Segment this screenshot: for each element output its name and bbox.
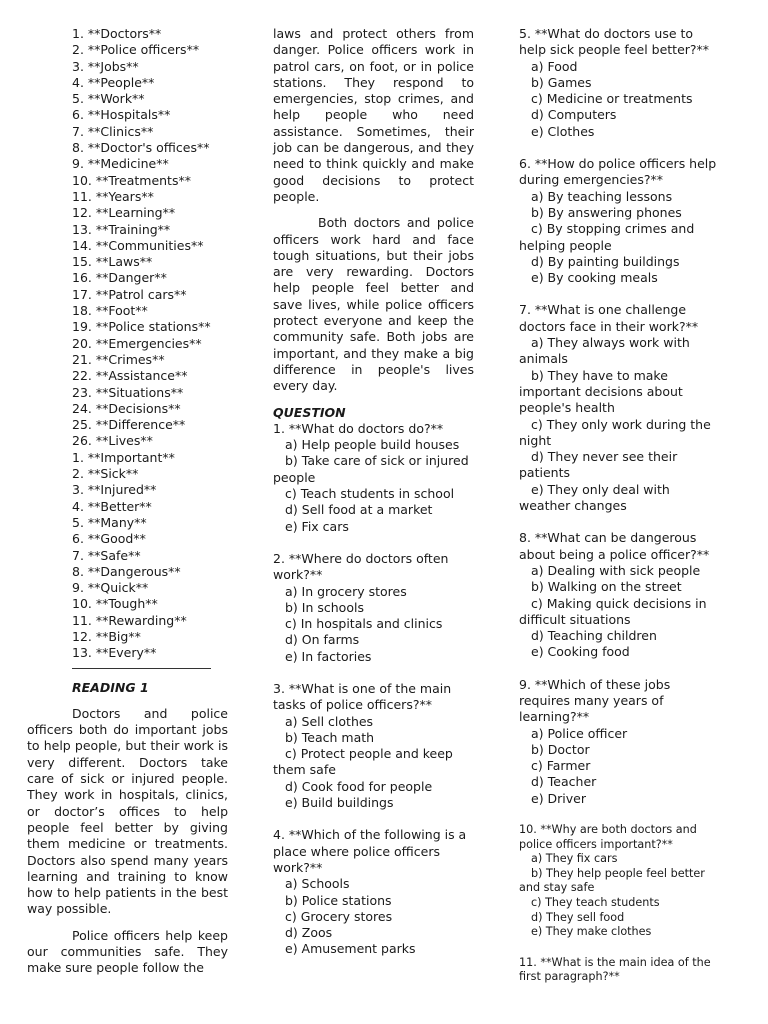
- question-block: [519, 26, 719, 140]
- word-list-item: 2. **Sick**: [72, 466, 139, 482]
- answer-option: c) Teach students in school: [285, 486, 455, 502]
- reading-paragraph-2-continued: laws and protect others from danger. Police officers work in patrol cars, on foot, or in police stations. They respond to emergencies, stop crimes, and help people who need assistance. Sometimes, their job can be dangerous, and they need to think quickly and make good decisions to protect people.: [273, 26, 474, 204]
- question-block: [273, 827, 474, 957]
- reading-title: READING 1: [72, 679, 149, 695]
- word-list-adjectives: [27, 450, 228, 662]
- reading-paragraph-3: Both doctors and police officers work hard and face tough situations, but their jobs are very rewarding. Doctors help people feel better and save lives, while police officers protect everyone and keep the community safe. Both jobs are important, and they make a big difference in people's lives every day.: [273, 215, 474, 394]
- word-list-item: 3. **Injured**: [72, 482, 157, 498]
- word-list-item: 2. **Police officers**: [72, 42, 200, 58]
- column-right: [519, 26, 719, 1001]
- answer-option: b) Police stations: [285, 892, 392, 908]
- word-list-item: 10. **Treatments**: [72, 172, 191, 188]
- answer-option: a) In grocery stores: [285, 583, 407, 599]
- word-list-item: 19. **Police stations**: [72, 319, 211, 335]
- column-middle: [273, 26, 474, 974]
- question-block: [519, 156, 719, 286]
- reading-paragraph-2-start: Police officers help keep our communities safe. They make sure people follow the: [27, 927, 228, 976]
- answer-option: a) Dealing with sick people: [531, 562, 701, 578]
- answer-option: a) Help people build houses: [285, 437, 460, 453]
- question-text: 7. **What is one challenge doctors face in their work?**: [519, 302, 699, 334]
- word-list-item: 10. **Tough**: [72, 596, 158, 612]
- question-text: 2. **Where do doctors often work?**: [273, 550, 449, 583]
- answer-option: d) By painting buildings: [531, 253, 680, 269]
- word-list-item: 5. **Work**: [72, 91, 145, 107]
- question-block: [519, 677, 719, 807]
- answer-option: e) Build buildings: [285, 795, 394, 811]
- answer-option: e) Cooking food: [531, 644, 630, 660]
- question-text: 8. **What can be dangerous about being a police officer?**: [519, 530, 710, 562]
- word-list-nouns: [27, 26, 228, 450]
- word-list-item: 9. **Medicine**: [72, 156, 169, 172]
- answer-option: d) Teaching children: [531, 628, 657, 644]
- answer-option: b) By answering phones: [531, 204, 682, 220]
- question-text: 9. **Which of these jobs requires many years of learning?**: [519, 676, 671, 725]
- answer-option: e) In factories: [285, 648, 372, 664]
- word-list-item: 9. **Quick**: [72, 580, 149, 596]
- answer-option: e) They make clothes: [531, 925, 652, 939]
- word-list-item: 1. **Doctors**: [72, 26, 162, 41]
- question-block: [519, 530, 719, 660]
- answer-option: d) Sell food at a market: [285, 502, 433, 518]
- answer-option: d) Computers: [531, 107, 617, 123]
- question-block: [519, 302, 719, 514]
- answer-option: a) Food: [531, 58, 578, 74]
- answer-option: e) They only deal with weather changes: [519, 481, 670, 514]
- word-list-item: 16. **Danger**: [72, 270, 167, 286]
- answer-option: c) Making quick decisions in difficult situations: [519, 595, 707, 627]
- word-list-item: 18. **Foot**: [72, 303, 148, 319]
- answer-option: a) They always work with animals: [519, 335, 690, 367]
- answer-option: d) On farms: [285, 632, 360, 648]
- question-text: 4. **Which of the following is a place where police officers work?**: [273, 827, 467, 875]
- answer-option: e) By cooking meals: [531, 270, 658, 286]
- word-list-item: 8. **Doctor's offices**: [72, 140, 210, 156]
- word-list-item: 5. **Many**: [72, 514, 147, 530]
- word-list-item: 21. **Crimes**: [72, 351, 165, 367]
- word-list-item: 25. **Difference**: [72, 417, 186, 433]
- answer-option: d) Teacher: [531, 774, 597, 790]
- answer-option: c) They teach students: [531, 896, 660, 910]
- question-text: 1. **What do doctors do?**: [273, 420, 444, 436]
- question-text: 10. **Why are both doctors and police officers important?**: [519, 823, 697, 851]
- answer-option: a) They fix cars: [531, 852, 618, 866]
- questions-10-11: [519, 823, 719, 985]
- answer-option: b) Doctor: [531, 741, 590, 757]
- answer-option: d) They sell food: [531, 910, 625, 924]
- word-list-item: 7. **Safe**: [72, 547, 141, 563]
- answer-option: b) Teach math: [285, 729, 375, 745]
- answer-option: b) Games: [531, 74, 592, 90]
- answer-option: a) By teaching lessons: [531, 188, 673, 204]
- answer-option: e) Fix cars: [285, 518, 349, 534]
- answer-option: c) They only work during the night: [519, 416, 711, 448]
- word-list-item: 11. **Years**: [72, 188, 154, 204]
- answer-option: a) Sell clothes: [285, 713, 374, 729]
- answer-option: b) Walking on the street: [531, 579, 682, 595]
- word-list-item: 12. **Big**: [72, 628, 141, 644]
- answer-option: b) They have to make important decisions about people's health: [519, 367, 683, 416]
- answer-option: e) Amusement parks: [285, 941, 416, 957]
- answer-option: b) Take care of sick or injured people: [273, 453, 469, 485]
- word-list-item: 6. **Hospitals**: [72, 107, 171, 123]
- word-list-item: 13. **Training**: [72, 221, 171, 237]
- word-list-item: 4. **Better**: [72, 498, 152, 514]
- answer-option: c) Farmer: [531, 758, 591, 774]
- word-list-item: 22. **Assistance**: [72, 368, 188, 384]
- question-text: 3. **What is one of the main tasks of police officers?**: [273, 680, 452, 713]
- word-list-item: 14. **Communities**: [72, 237, 204, 253]
- word-list-item: 13. **Every**: [72, 645, 157, 661]
- questions-1-4: [273, 421, 474, 958]
- question-title: QUESTION: [273, 404, 346, 420]
- word-list-item: 24. **Decisions**: [72, 400, 181, 416]
- word-list-item: 17. **Patrol cars**: [72, 286, 187, 302]
- answer-option: b) In schools: [285, 599, 364, 615]
- answer-option: d) Zoos: [285, 925, 333, 941]
- question-block: [519, 956, 719, 985]
- question-block: [273, 551, 474, 665]
- answer-option: c) Protect people and keep them safe: [273, 746, 453, 778]
- word-list-item: 8. **Dangerous**: [72, 563, 181, 579]
- word-list-item: 12. **Learning**: [72, 205, 176, 221]
- divider-line: [72, 668, 211, 669]
- answer-option: a) Schools: [285, 876, 350, 892]
- answer-option: d) They never see their patients: [519, 449, 678, 481]
- question-block: [273, 681, 474, 811]
- question-block: [273, 421, 474, 535]
- answer-option: b) They help people feel better and stay safe: [519, 866, 705, 895]
- questions-5-9: [519, 26, 719, 807]
- answer-option: e) Driver: [531, 790, 587, 806]
- answer-option: a) Police officer: [531, 725, 628, 741]
- question-text: 6. **How do police officers help during emergencies?**: [519, 156, 717, 188]
- column-left: [27, 26, 228, 987]
- word-list-item: 26. **Lives**: [72, 433, 153, 449]
- word-list-item: 20. **Emergencies**: [72, 335, 202, 351]
- reading-paragraph-1: Doctors and police officers both do important jobs to help people, but their work is very different. Doctors take care of sick or injured people. They work in hospitals, clinics, or doctor’s offices to help people feel better by giving them medicine or treatments. Doctors also spend many years learning and training to know how to help patients in the best way possible.: [27, 705, 228, 917]
- question-block: [519, 823, 719, 940]
- word-list-item: 15. **Laws**: [72, 254, 153, 270]
- answer-option: d) Cook food for people: [285, 778, 433, 794]
- question-text: 5. **What do doctors use to help sick people feel better?**: [519, 26, 710, 58]
- answer-option: e) Clothes: [531, 123, 595, 139]
- word-list-item: 6. **Good**: [72, 531, 146, 547]
- word-list-item: 7. **Clinics**: [72, 123, 154, 139]
- answer-option: c) Grocery stores: [285, 908, 393, 924]
- answer-option: c) By stopping crimes and helping people: [519, 221, 695, 253]
- word-list-item: 1. **Important**: [72, 449, 175, 465]
- word-list-item: 11. **Rewarding**: [72, 612, 187, 628]
- answer-option: c) Medicine or treatments: [531, 91, 693, 107]
- word-list-item: 4. **People**: [72, 74, 155, 90]
- word-list-item: 23. **Situations**: [72, 384, 184, 400]
- answer-option: c) In hospitals and clinics: [285, 616, 443, 632]
- question-text: 11. **What is the main idea of the first paragraph?**: [519, 955, 711, 984]
- word-list-item: 3. **Jobs**: [72, 58, 139, 74]
